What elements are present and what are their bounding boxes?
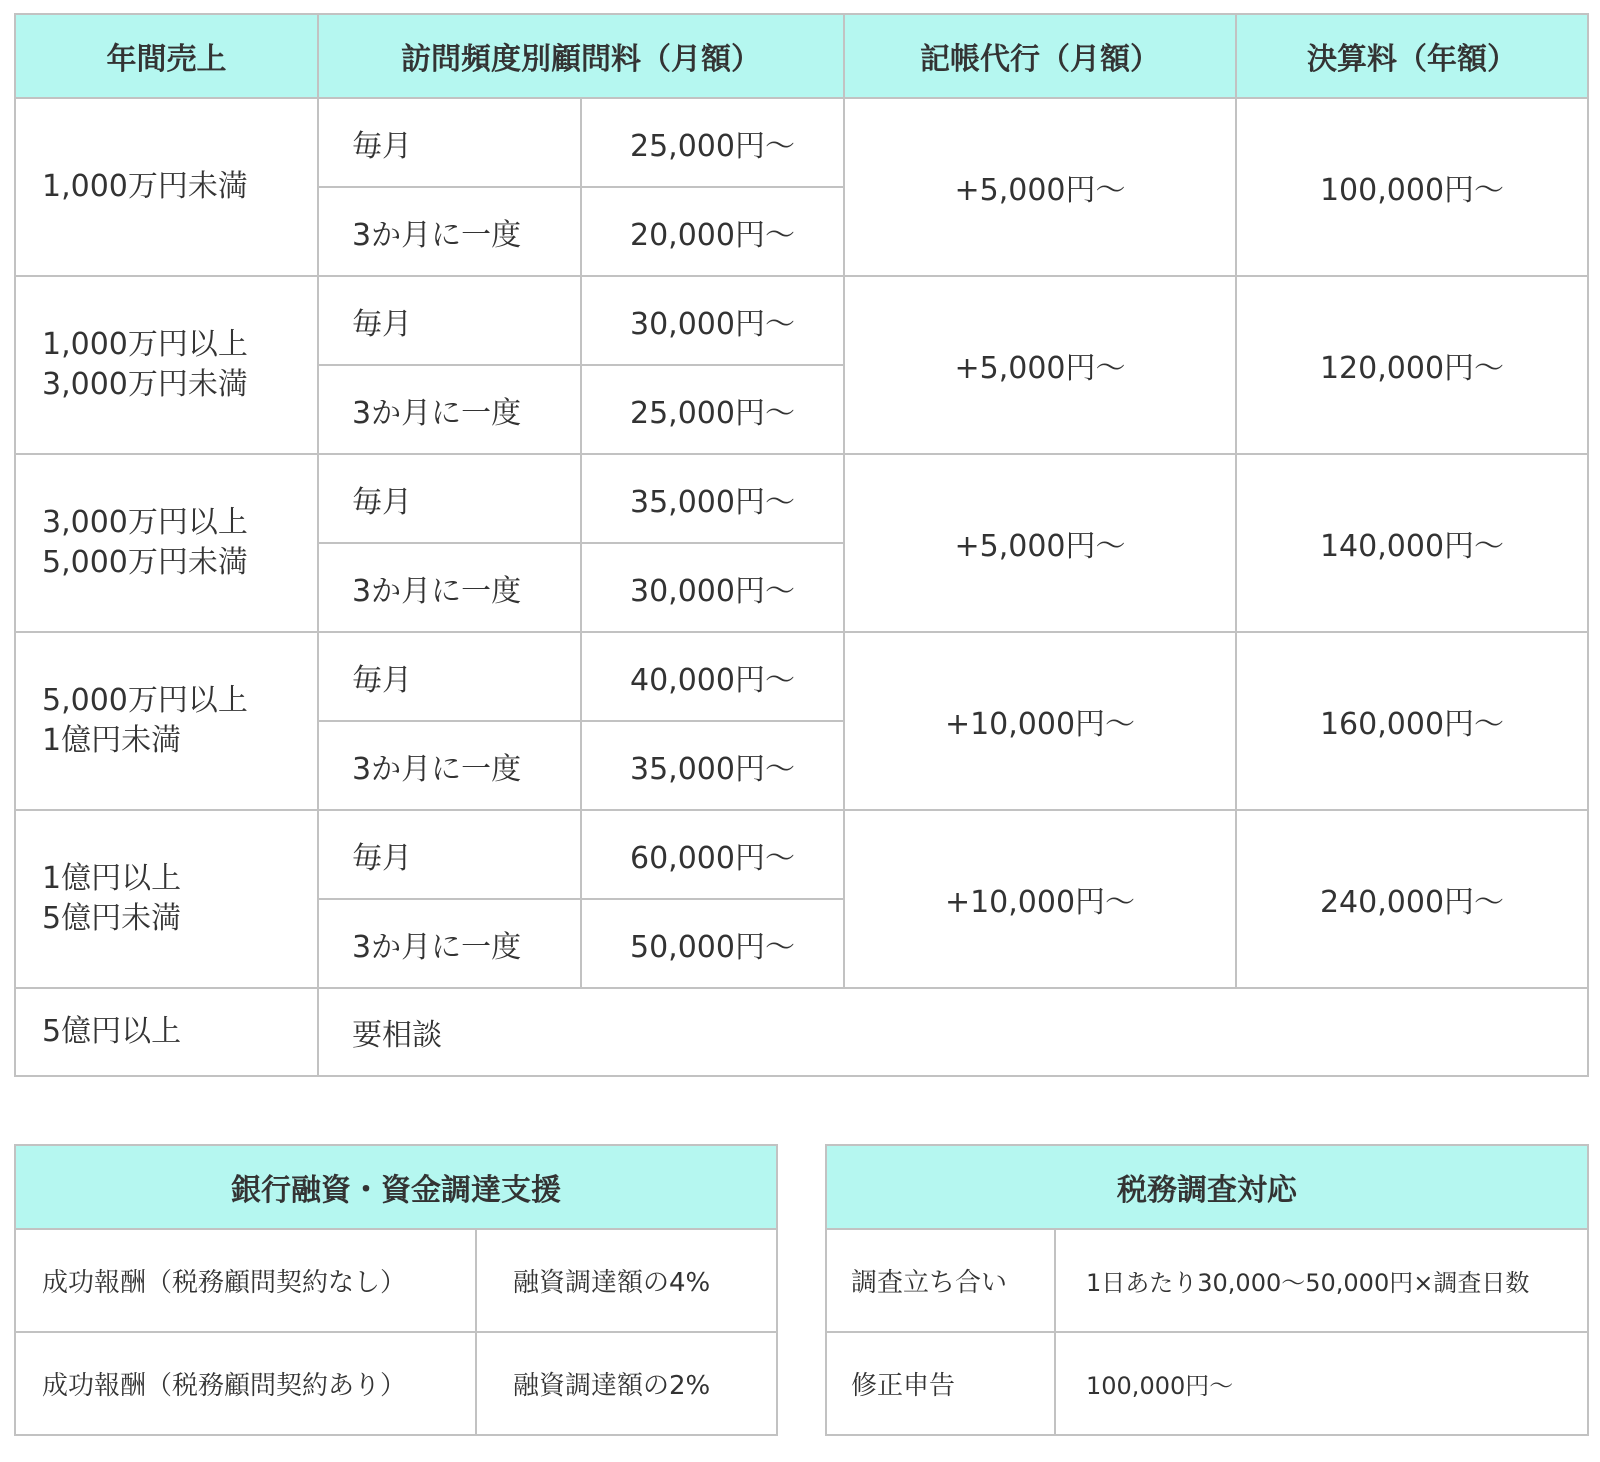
sales-line: 5億円未満: [42, 901, 182, 936]
visit-frequency-label: 毎月: [318, 454, 581, 543]
advisory-fee-value: 60,000円〜: [581, 810, 844, 899]
advisory-fee-value: 30,000円〜: [581, 276, 844, 365]
annual-sales-cell: [15, 810, 318, 988]
sales-line: 5,000万円以上: [42, 683, 248, 718]
advisory-fee-value: 35,000円〜: [581, 721, 844, 810]
audit-row-label: 修正申告: [826, 1332, 1055, 1435]
sales-line: 5,000万円未満: [42, 545, 248, 580]
settlement-fee: 100,000円〜: [1236, 98, 1588, 276]
visit-frequency-label: 3か月に一度: [318, 365, 581, 454]
consultation-note: 要相談: [318, 988, 1588, 1076]
table-row: [15, 1332, 777, 1435]
advisory-fee-value: 25,000円〜: [581, 365, 844, 454]
settlement-fee: 240,000円〜: [1236, 810, 1588, 988]
bookkeeping-fee: +5,000円〜: [844, 276, 1236, 454]
advisory-fee-value: 20,000円〜: [581, 187, 844, 276]
bookkeeping-fee: +5,000円〜: [844, 454, 1236, 632]
annual-sales-cell: [15, 454, 318, 632]
loan-row-label: 成功報酬（税務顧問契約あり）: [15, 1332, 476, 1435]
visit-frequency-label: 毎月: [318, 632, 581, 721]
advisory-fee-value: 25,000円〜: [581, 98, 844, 187]
sales-line: 1,000万円以上: [42, 327, 248, 362]
visit-frequency-label: 3か月に一度: [318, 899, 581, 988]
visit-frequency-label: 毎月: [318, 276, 581, 365]
header-bookkeeping: 記帳代行（月額）: [844, 14, 1236, 98]
loan-support-table: [14, 1144, 778, 1436]
advisory-fee-value: 40,000円〜: [581, 632, 844, 721]
table-row: [826, 1229, 1588, 1332]
settlement-fee: 120,000円〜: [1236, 276, 1588, 454]
annual-sales-cell: [15, 98, 318, 276]
audit-row-value: 1日あたり30,000〜50,000円×調査日数: [1055, 1229, 1588, 1332]
loan-row-value: 融資調達額の2%: [476, 1332, 777, 1435]
table-row: [15, 1229, 777, 1332]
visit-frequency-label: 3か月に一度: [318, 187, 581, 276]
bookkeeping-fee: +10,000円〜: [844, 632, 1236, 810]
audit-row-value: 100,000円〜: [1055, 1332, 1588, 1435]
settlement-fee: 160,000円〜: [1236, 632, 1588, 810]
table-row: [15, 454, 1588, 543]
advisory-fee-value: 30,000円〜: [581, 543, 844, 632]
fee-table: [14, 13, 1589, 1077]
table-row: [826, 1332, 1588, 1435]
loan-row-value: 融資調達額の4%: [476, 1229, 777, 1332]
tax-audit-title: 税務調査対応: [826, 1145, 1588, 1229]
annual-sales-cell: [15, 276, 318, 454]
loan-support-title: 銀行融資・資金調達支援: [15, 1145, 777, 1229]
annual-sales-cell: 5億円以上: [15, 988, 318, 1076]
sales-line: 3,000万円未満: [42, 367, 248, 402]
table-row: [15, 988, 1588, 1076]
loan-row-label: 成功報酬（税務顧問契約なし）: [15, 1229, 476, 1332]
fee-table-header: [15, 14, 1588, 98]
annual-sales-cell: [15, 632, 318, 810]
visit-frequency-label: 毎月: [318, 98, 581, 187]
visit-frequency-label: 3か月に一度: [318, 721, 581, 810]
audit-row-label: 調査立ち合い: [826, 1229, 1055, 1332]
table-row: [15, 98, 1588, 187]
advisory-fee-value: 50,000円〜: [581, 899, 844, 988]
advisory-fee-value: 35,000円〜: [581, 454, 844, 543]
table-row: [15, 632, 1588, 721]
sales-line: 1億円未満: [42, 723, 182, 758]
settlement-fee: 140,000円〜: [1236, 454, 1588, 632]
bookkeeping-fee: +5,000円〜: [844, 98, 1236, 276]
sales-line: 1,000万円未満: [42, 169, 248, 204]
table-row: [15, 810, 1588, 899]
sales-line: 3,000万円以上: [42, 505, 248, 540]
sales-line: 1億円以上: [42, 861, 182, 896]
bookkeeping-fee: +10,000円〜: [844, 810, 1236, 988]
header-settlement: 決算料（年額）: [1236, 14, 1588, 98]
visit-frequency-label: 毎月: [318, 810, 581, 899]
tax-audit-table: [825, 1144, 1589, 1436]
table-row: [15, 276, 1588, 365]
header-annual-sales: 年間売上: [15, 14, 318, 98]
header-advisory-fee: 訪問頻度別顧問料（月額）: [318, 14, 844, 98]
visit-frequency-label: 3か月に一度: [318, 543, 581, 632]
